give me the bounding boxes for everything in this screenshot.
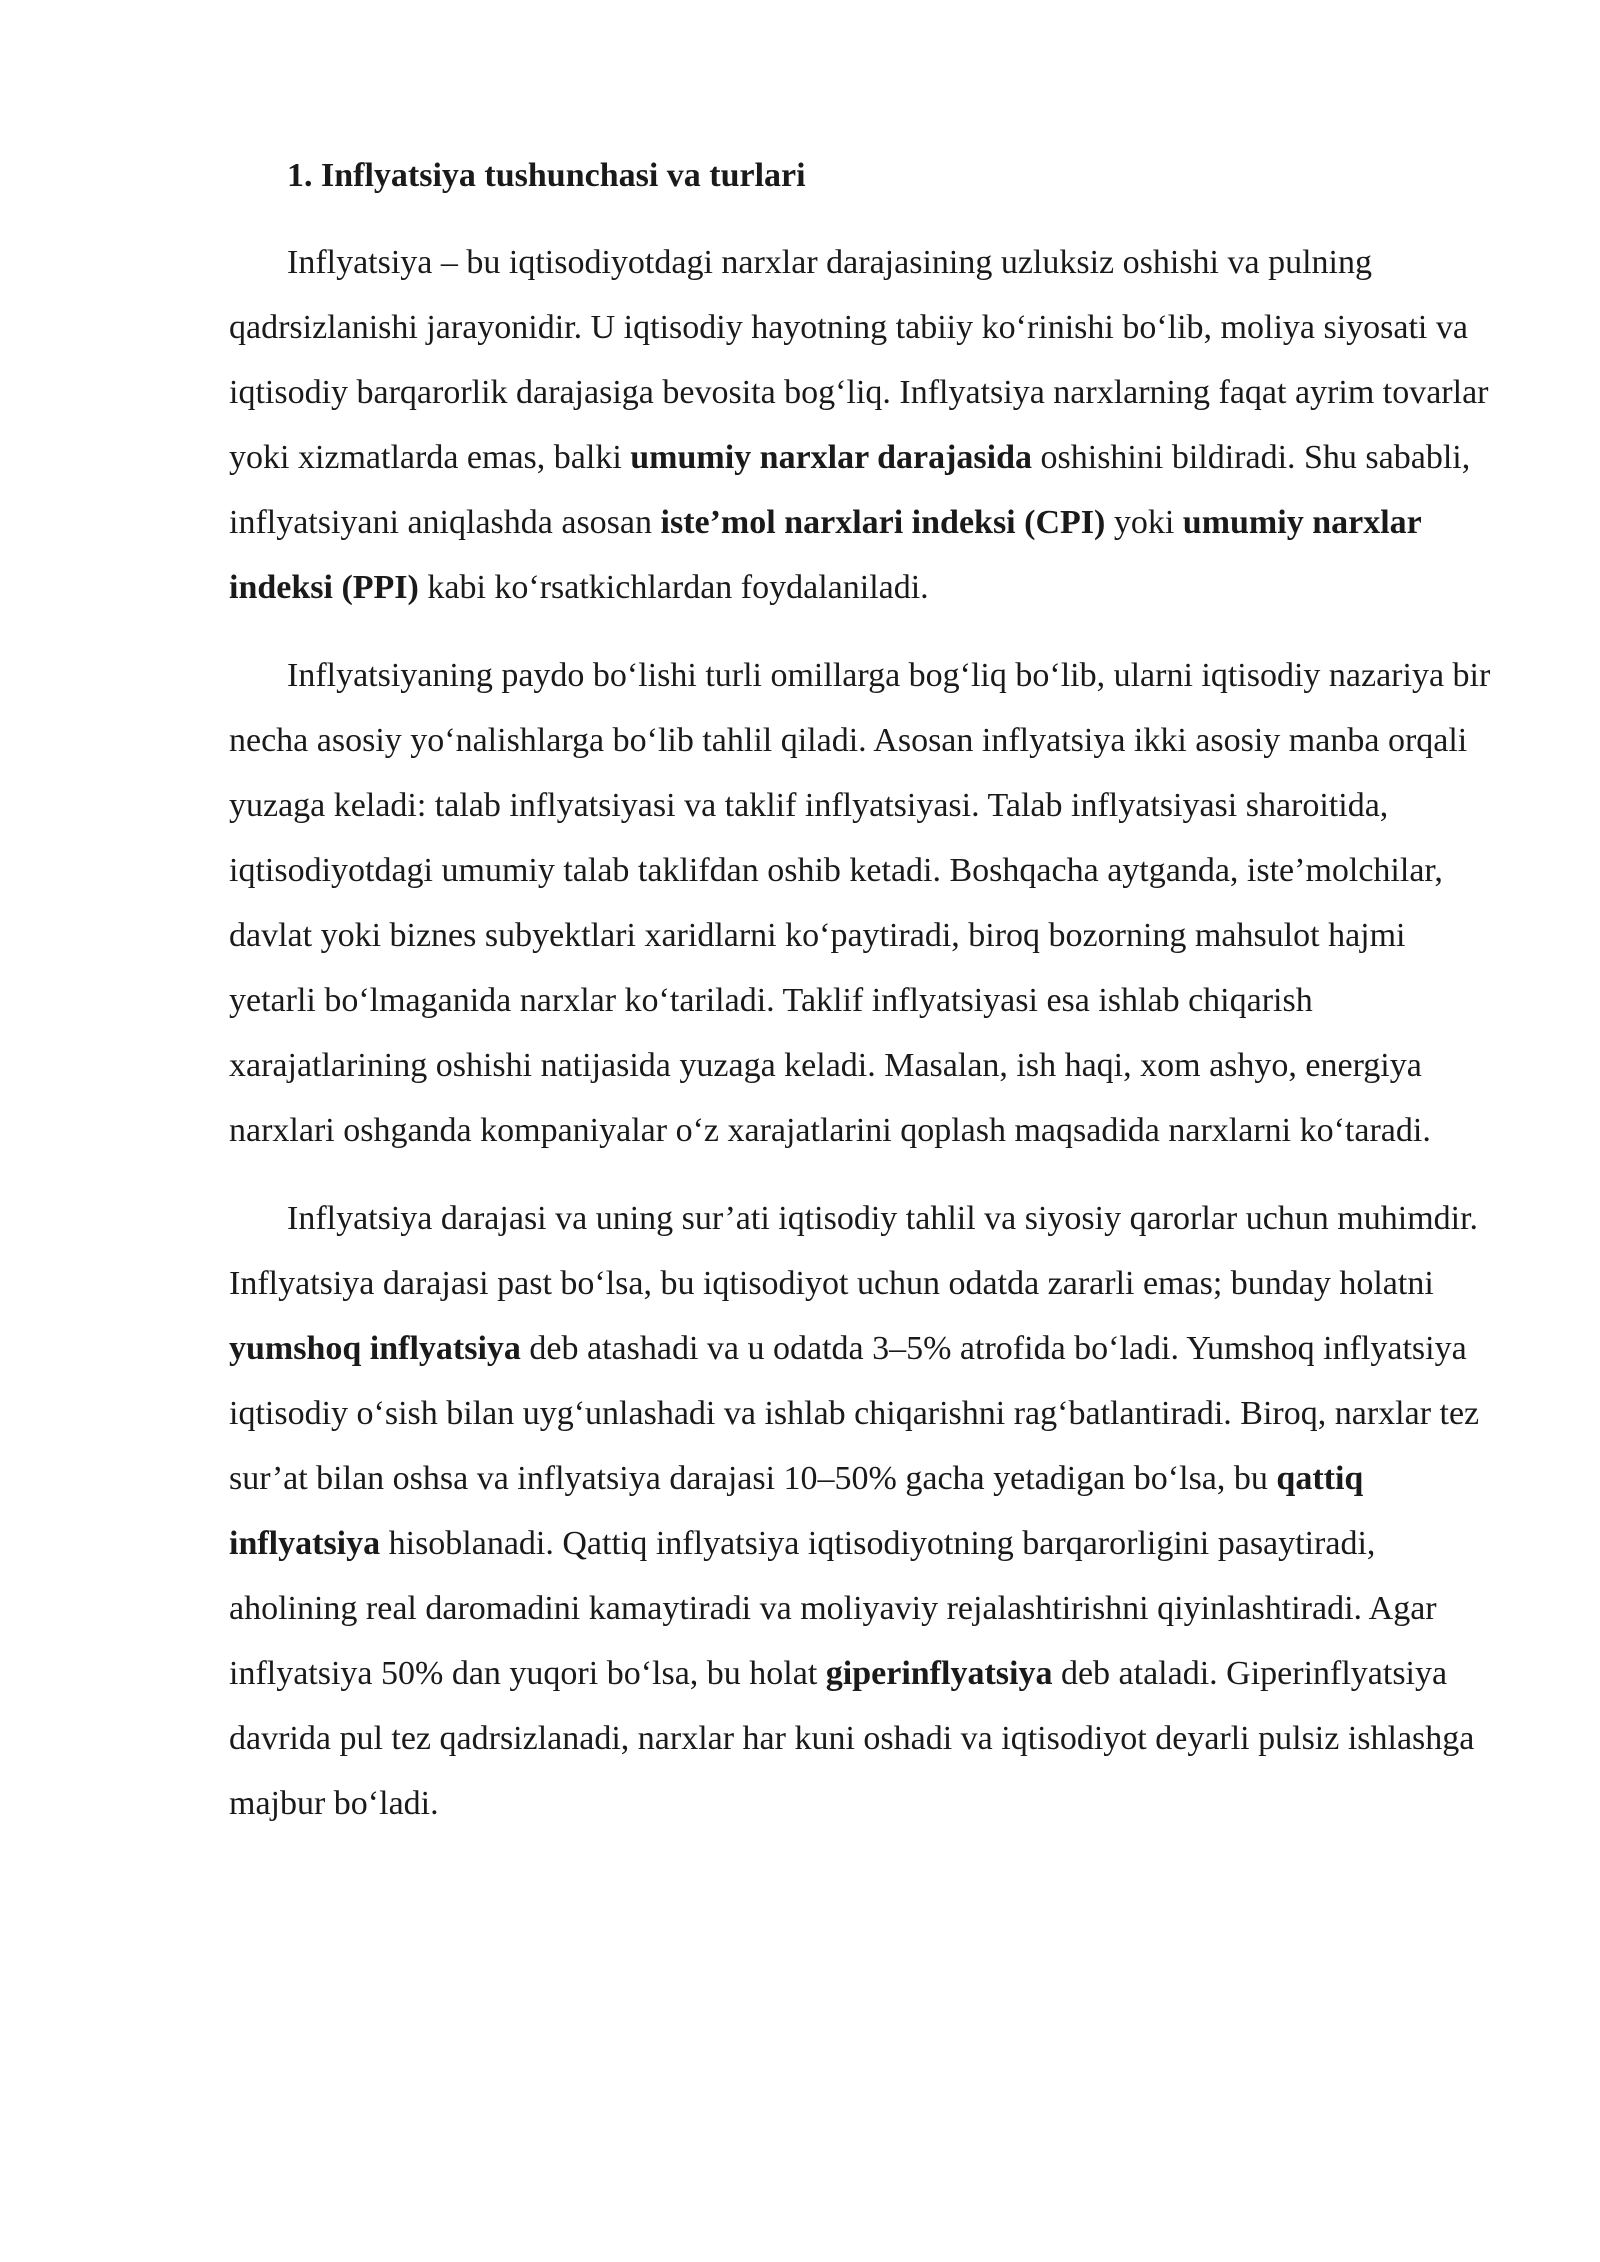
text-run: hisoblanadi. Qattiq inflyatsiya iqtisodiyotning barqarorligini pasaytiradi, aholining real daromadini kamaytiradi va moliyaviy rejalashtirishni qiyinlashtiradi. Agar inflyatsiya 50% dan yuqori boʻlsa, bu holat: [229, 1525, 1437, 1692]
bold-term: iste’mol narxlari indeksi (CPI): [660, 504, 1106, 541]
bold-term: giperinflyatsiya: [825, 1655, 1053, 1692]
bold-term: umumiy narxlar darajasida: [630, 439, 1033, 476]
paragraph-levels: [229, 1186, 1497, 1836]
text-run: Inflyatsiyaning paydo boʻlishi turli omillarga bogʻliq boʻlib, ularni iqtisodiy nazariya bir necha asosiy yoʻnalishlarga boʻlib tahlil qiladi. Asosan inflyatsiya ikki asosiy manba orqali yuzaga keladi: talab inflyatsiyasi va taklif inflyatsiyasi. Talab inflyatsiyasi sharoitida, iqtisodiyotdagi umumiy talab taklifdan oshib ketadi. Boshqacha aytganda, iste’molchilar, davlat yoki biznes subyektlari xaridlarni koʻpaytiradi, biroq bozorning mahsulot hajmi yetarli boʻlmaganida narxlar koʻtariladi. Taklif inflyatsiyasi esa ishlab chiqarish xarajatlarining oshishi natijasida yuzaga keladi. Masalan, ish haqi, xom ashyo, energiya narxlari oshganda kompaniyalar oʻz xarajatlarini qoplash maqsadida narxlarni koʻtaradi.: [229, 657, 1491, 1149]
text-run: kabi koʻrsatkichlardan foydalaniladi.: [418, 569, 929, 606]
bold-term: yumshoq inflyatsiya: [229, 1330, 521, 1367]
text-run: Inflyatsiya darajasi va uning sur’ati iqtisodiy tahlil va siyosiy qarorlar uchun muhimdir. Inflyatsiya darajasi past boʻlsa, bu iqtisodiyot uchun odatda zararli emas; bunday holatni: [229, 1200, 1479, 1302]
paragraph-definition: [229, 230, 1497, 620]
paragraph-causes: [229, 643, 1497, 1163]
text-run: yoki: [1105, 504, 1183, 541]
bold-term: qattiq inflyatsiya: [229, 1460, 1364, 1562]
text-run: Inflyatsiya – bu iqtisodiyotdagi narxlar darajasining uzluksiz oshishi va pulning qadrsizlanishi jarayonidir. U iqtisodiy hayotning tabiiy koʻrinishi boʻlib, moliya siyosati va iqtisodiy barqarorlik darajasiga bevosita bogʻliq. Inflyatsiya narxlarning faqat ayrim tovarlar yoki xizmatlarda emas, balki: [229, 244, 1489, 476]
text-run: deb ataladi. Giperinflyatsiya davrida pul tez qadrsizlanadi, narxlar har kuni oshadi va iqtisodiyot deyarli pulsiz ishlashga majbur boʻladi.: [229, 1655, 1475, 1822]
bold-term: umumiy narxlar indeksi (PPI): [229, 504, 1422, 606]
section-heading: 1. Inflyatsiya tushunchasi va turlari: [287, 157, 806, 194]
text-run: deb atashadi va u odatda 3–5% atrofida boʻladi. Yumshoq inflyatsiya iqtisodiy oʻsish bilan uygʻunlashadi va ishlab chiqarishni ragʻbatlantiradi. Biroq, narxlar tez sur’at bilan oshsa va inflyatsiya darajasi 10–50% gacha yetadigan boʻlsa, bu: [229, 1330, 1480, 1497]
text-run: oshishini bildiradi. Shu sababli, inflyatsiyani aniqlashda asosan: [229, 439, 1471, 541]
document-body: [229, 150, 1497, 1859]
